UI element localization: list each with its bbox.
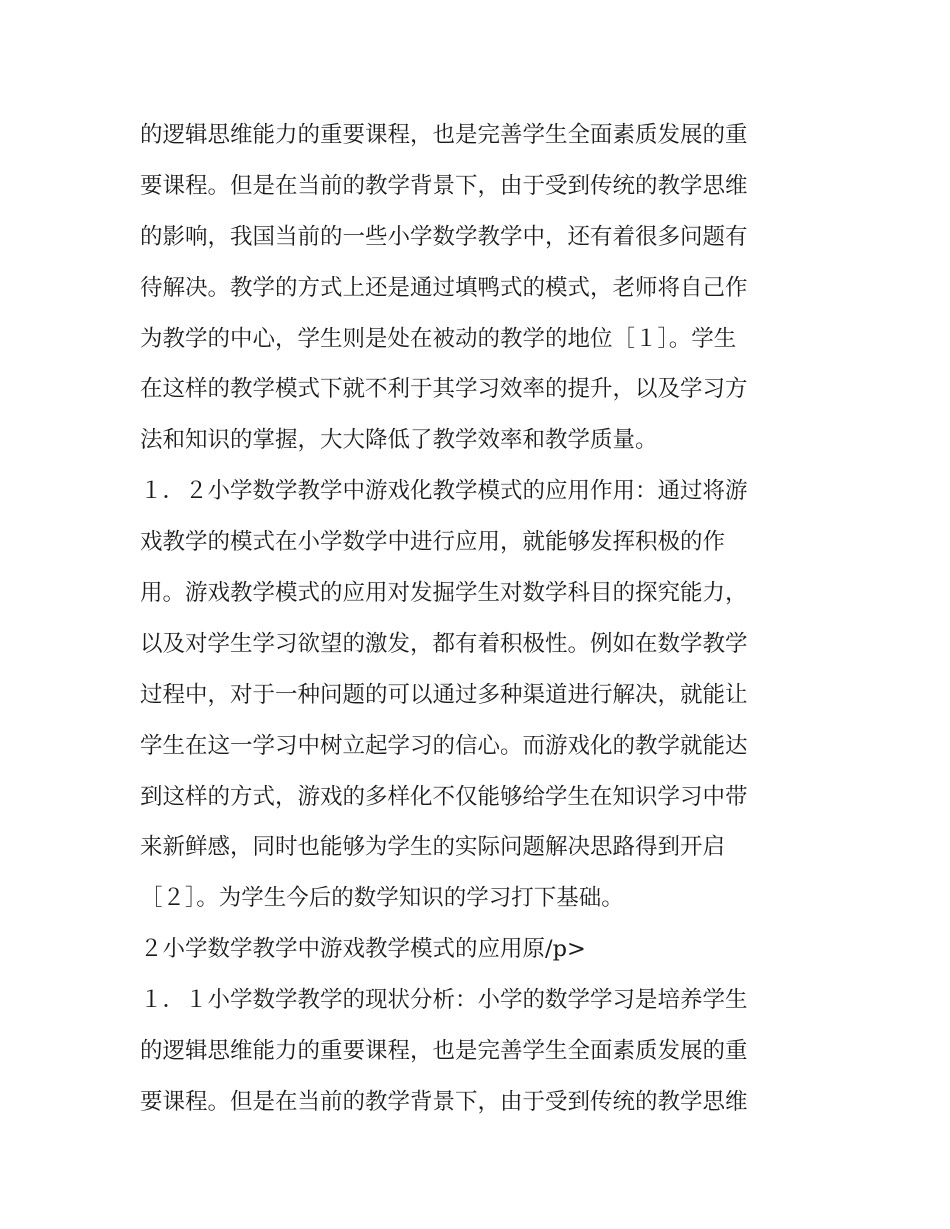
text-line: 的逻辑思维能力的重要课程，也是完善学生全面素质发展的重	[140, 122, 748, 148]
section-heading-2: ２小学数学教学中游戏教学模式的应用原/p>	[140, 936, 586, 963]
body-text	[140, 110, 820, 1128]
text-line: 为教学的中心，学生则是处在被动的教学的地位［１］。学生	[140, 325, 737, 352]
text-line: 到这样的方式，游戏的多样化不仅能够给学生在知识学习中带	[140, 783, 748, 810]
text-line: 要课程。但是在当前的教学背景下，由于受到传统的教学思维	[140, 1088, 748, 1115]
text-line: 法和知识的掌握，大大降低了教学效率和教学质量。	[140, 427, 658, 454]
text-line: 在这样的教学模式下就不利于其学习效率的提升，以及学习方	[140, 376, 748, 403]
text-line: 要课程。但是在当前的教学背景下，由于受到传统的教学思维	[140, 172, 748, 199]
text-line: 的逻辑思维能力的重要课程，也是完善学生全面素质发展的重	[140, 1038, 748, 1065]
text-line: 的影响，我国当前的一些小学数学教学中，还有着很多问题有	[140, 223, 748, 250]
text-line: 来新鲜感，同时也能够为学生的实际问题解决思路得到开启	[140, 834, 726, 861]
text-line: 戏教学的模式在小学数学中进行应用，就能够发挥积极的作	[140, 529, 726, 556]
section-heading-1-2: １．２小学数学教学中游戏化教学模式的应用作用：通过将游	[140, 478, 748, 505]
text-line: ［２］。为学生今后的数学知识的学习打下基础。	[140, 885, 624, 912]
text-line: 用。游戏教学模式的应用对发掘学生对数学科目的探究能力，	[140, 580, 748, 607]
section-heading-1-1: １．１小学数学教学的现状分析：小学的数学学习是培养学生	[140, 987, 748, 1014]
text-line: 待解决。教学的方式上还是通过填鸭式的模式，老师将自己作	[140, 274, 748, 301]
text-line: 以及对学生学习欲望的激发，都有着积极性。例如在数学教学	[140, 630, 748, 657]
text-line: 学生在这一学习中树立起学习的信心。而游戏化的教学就能达	[140, 732, 748, 759]
text-line: 过程中，对于一种问题的可以通过多种渠道进行解决，就能让	[140, 681, 748, 708]
